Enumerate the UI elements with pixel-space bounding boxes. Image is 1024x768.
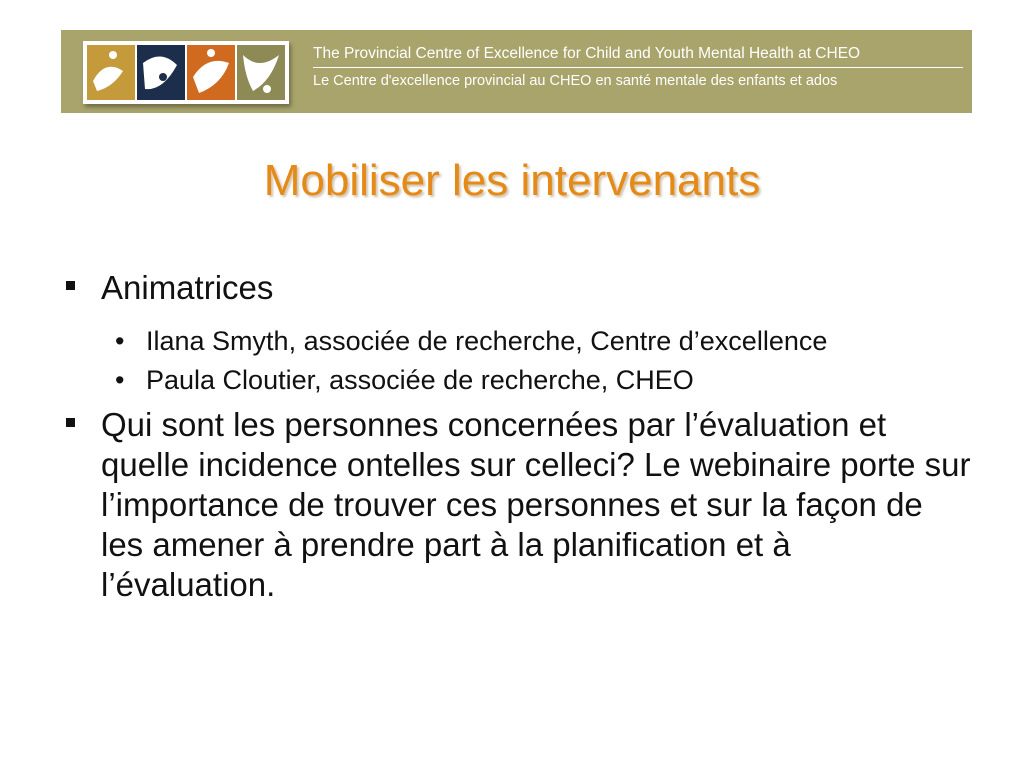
organization-names — [313, 44, 963, 91]
dot-bullet-icon: • — [115, 365, 125, 395]
bullet-animatrices — [64, 268, 974, 308]
bullet-text: Animatrices — [101, 269, 274, 306]
sub-bullet-text: Ilana Smyth, associée de recherche, Centre d’excellence — [146, 326, 828, 356]
organization-logo — [83, 41, 289, 104]
square-bullet-icon — [66, 418, 75, 427]
slide-title: Mobiliser les intervenants — [263, 156, 761, 205]
banner-divider — [313, 67, 963, 68]
organization-name-french: Le Centre d'excellence provincial au CHEO en santé mentale des enfants et ados — [313, 73, 838, 89]
sub-bullet-text: Paula Cloutier, associée de recherche, CHEO — [146, 365, 694, 395]
logo-graphic — [83, 41, 289, 104]
bullet-question — [64, 405, 974, 605]
sub-bullet-paula-cloutier — [64, 363, 974, 397]
dot-bullet-icon: • — [115, 326, 125, 356]
bullet-text: Qui sont les personnes concernées par l’évaluation et quelle incidence ontelles sur celleci? Le webinaire porte sur l’importance de trouver ces personnes et sur la façon de les amener à prendre part à la planification et à l’évaluation. — [101, 406, 971, 603]
organization-name-english: The Provincial Centre of Excellence for Child and Youth Mental Health at CHEO — [313, 45, 861, 62]
header-banner — [61, 30, 972, 113]
sub-bullet-ilana-smyth — [64, 324, 974, 358]
square-bullet-icon — [66, 281, 75, 290]
slide-body — [64, 268, 974, 605]
